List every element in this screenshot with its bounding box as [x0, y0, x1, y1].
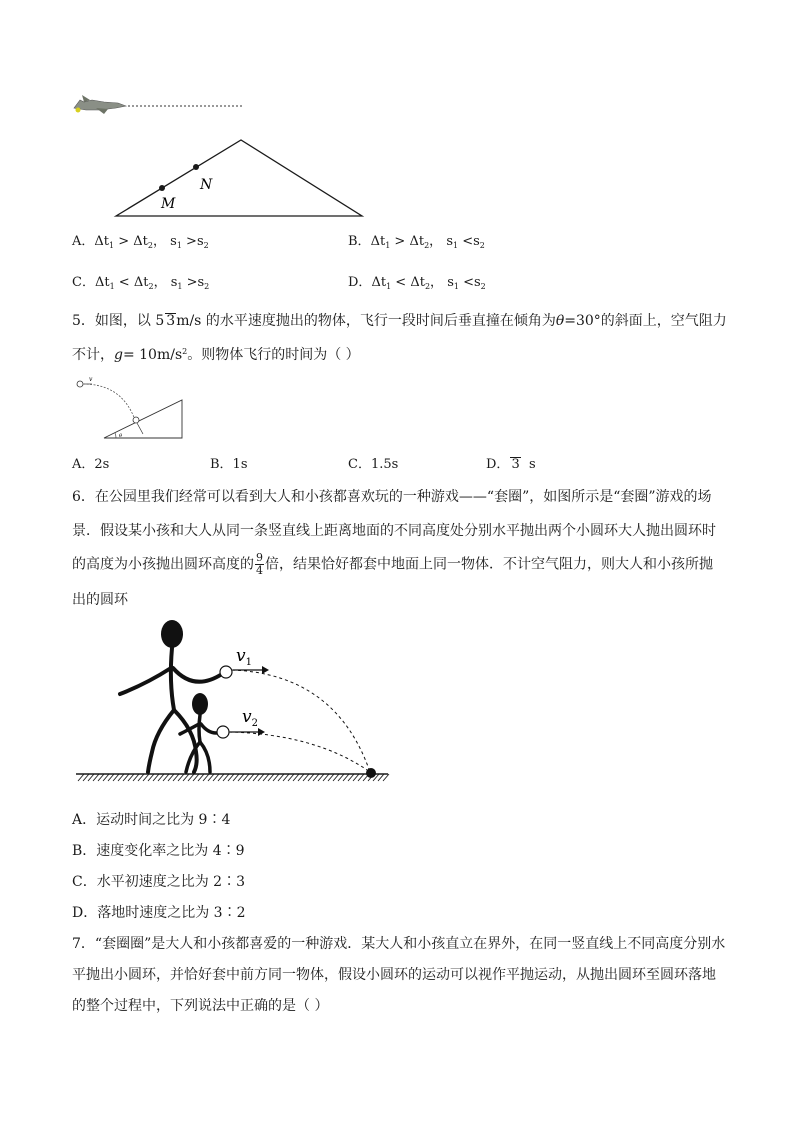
ground-hatch-line — [268, 774, 274, 781]
q5-option-d[interactable]: D． 3 s — [486, 457, 536, 472]
q4-option-d[interactable]: D．$\Delta t_1 < \Delta t_2$， $s_1 <s_2$ — [348, 275, 486, 291]
ground-hatch-line — [83, 774, 89, 781]
ground-hatch-line — [113, 774, 119, 781]
ground-hatch-line — [183, 774, 189, 781]
q6-question-line2: 景．假设某小孩和大人从同一条竖直线上距离地面的不同高度处分别水平抛出两个小圆环大人抛出圆环时 — [72, 523, 716, 539]
ground-hatch-line — [78, 774, 84, 781]
ground-hatch-line — [93, 774, 99, 781]
q5-question-line1: 5．如图，以 5 3m/s 的水平速度抛出的物体，飞行一段时间后垂直撞在倾角为θ=30°的斜面上，空气阻力 — [72, 313, 727, 329]
ground-hatch-line — [108, 774, 114, 781]
ground-hatch-line — [203, 774, 209, 781]
ground-hatch-line — [253, 774, 259, 781]
ground-hatch-line — [218, 774, 224, 781]
q6-option-a[interactable]: A．运动时间之比为 9∶4 — [72, 812, 231, 828]
label-theta: θ — [119, 433, 123, 439]
q5-question-line2: 不计，$g= 10m/s^2$。则物体飞行的时间为（ ） — [72, 347, 360, 363]
ground-hatch-line — [133, 774, 139, 781]
child-figure — [180, 693, 222, 772]
label-v2: $v_2$ — [242, 707, 258, 729]
fraction-nine-fourths: $\frac{9}{4}$ — [256, 551, 263, 577]
label-v: v — [89, 376, 93, 383]
q4-option-c[interactable]: C．$\Delta t_1 < \Delta t_2$， $s_1 >s_2$ — [72, 275, 210, 291]
label-n: N — [200, 177, 213, 193]
target-object — [366, 768, 376, 778]
ground-hatch-line — [143, 774, 149, 781]
ground-hatch-line — [223, 774, 229, 781]
ground-hatch-line — [258, 774, 264, 781]
q6-option-b[interactable]: B．速度变化率之比为 4∶9 — [72, 843, 245, 859]
adult-ring — [220, 666, 232, 678]
q4-option-a[interactable]: A．$\Delta t_1 > \Delta t_2$， $s_1 >s_2$ — [72, 234, 209, 250]
point-m — [159, 185, 165, 191]
ground-hatch-line — [243, 774, 249, 781]
ground-hatch-line — [228, 774, 234, 781]
ground-hatch-line — [148, 774, 154, 781]
ground-hatch-line — [248, 774, 254, 781]
ground-hatch-line — [88, 774, 94, 781]
incline — [104, 400, 182, 438]
ground-hatch-line — [188, 774, 194, 781]
ground-hatch-line — [313, 774, 319, 781]
child-ring — [217, 726, 229, 738]
ground-hatch-line — [233, 774, 239, 781]
ground — [76, 774, 389, 781]
slope-triangle — [116, 140, 362, 216]
ground-hatch-line — [198, 774, 204, 781]
ball-start — [77, 381, 83, 387]
q5-option-c[interactable]: C．1.5s — [348, 457, 399, 472]
ground-hatch-line — [123, 774, 129, 781]
ground-hatch-line — [168, 774, 174, 781]
ground-hatch-line — [323, 774, 329, 781]
ground-hatch-line — [288, 774, 294, 781]
ground-hatch-line — [303, 774, 309, 781]
q7-question-line2: 平抛出小圆环，并恰好套中前方同一物体，假设小圆环的运动可以视作平抛运动，从抛出圆环至圆环落地 — [72, 967, 716, 983]
q6-option-c[interactable]: C．水平初速度之比为 2∶3 — [72, 874, 245, 890]
q6-question-line1: 6．在公园里我们经常可以看到大人和小孩都喜欢玩的一种游戏——“套圈”，如图所示是“套圈”游戏的场 — [72, 489, 712, 505]
airplane-icon — [74, 95, 126, 114]
figure-ring-toss — [76, 612, 396, 790]
trajectory-child — [229, 732, 370, 772]
ground-hatch-line — [333, 774, 339, 781]
ground-hatch-line — [118, 774, 124, 781]
ground-hatch-line — [318, 774, 324, 781]
ground-hatch-line — [238, 774, 244, 781]
ground-hatch-line — [348, 774, 354, 781]
ground-hatch-line — [193, 774, 199, 781]
ground-hatch-line — [278, 774, 284, 781]
ground-hatch-line — [158, 774, 164, 781]
q4-option-b[interactable]: B．$\Delta t_1 > \Delta t_2$， $s_1 <s_2$ — [348, 234, 485, 250]
ground-hatch-line — [343, 774, 349, 781]
ground-hatch-line — [328, 774, 334, 781]
ground-hatch-line — [283, 774, 289, 781]
q7-question-line1: 7．“套圈圈”是大人和小孩都喜爱的一种游戏．某大人和小孩直立在界外，在同一竖直线上不同高度分别水 — [72, 936, 726, 952]
ground-hatch-line — [173, 774, 179, 781]
ground-hatch-line — [298, 774, 304, 781]
ground-hatch-line — [273, 774, 279, 781]
ground-hatch-line — [153, 774, 159, 781]
label-m: M — [161, 196, 176, 212]
ground-hatch-line — [178, 774, 184, 781]
ground-hatch-line — [263, 774, 269, 781]
ground-hatch-line — [138, 774, 144, 781]
label-v1: $v_1$ — [236, 646, 252, 668]
point-n — [193, 164, 199, 170]
q7-question-line3: 的整个过程中，下列说法中正确的是（ ） — [72, 998, 329, 1014]
ground-hatch-line — [383, 774, 389, 781]
ground-hatch-line — [308, 774, 314, 781]
ground-hatch-line — [338, 774, 344, 781]
figure-incline — [72, 374, 192, 444]
figure-plane-slope — [70, 92, 380, 222]
ball-impact — [133, 417, 139, 423]
ground-hatch-line — [128, 774, 134, 781]
ground-hatch-line — [103, 774, 109, 781]
ground-hatch-line — [213, 774, 219, 781]
ground-hatch-line — [163, 774, 169, 781]
ground-hatch-line — [98, 774, 104, 781]
trajectory — [83, 384, 135, 420]
ground-hatch-line — [353, 774, 359, 781]
ground-hatch-line — [208, 774, 214, 781]
q6-question-line3: 的高度为小孩抛出圆环高度的 $\frac{9}{4}$ 倍，结果恰好都套中地面上同一物体．不计空气阻力，则大人和小孩所抛 — [72, 551, 713, 577]
q6-question-line4: 出的圆环 — [72, 592, 128, 608]
q6-option-d[interactable]: D．落地时速度之比为 3∶2 — [72, 905, 246, 921]
q5-option-b[interactable]: B．1s — [210, 457, 248, 472]
ground-hatch-line — [293, 774, 299, 781]
ground-hatch-line — [358, 774, 364, 781]
ground-hatch-line — [378, 774, 384, 781]
q5-option-a[interactable]: A．2s — [72, 457, 110, 472]
